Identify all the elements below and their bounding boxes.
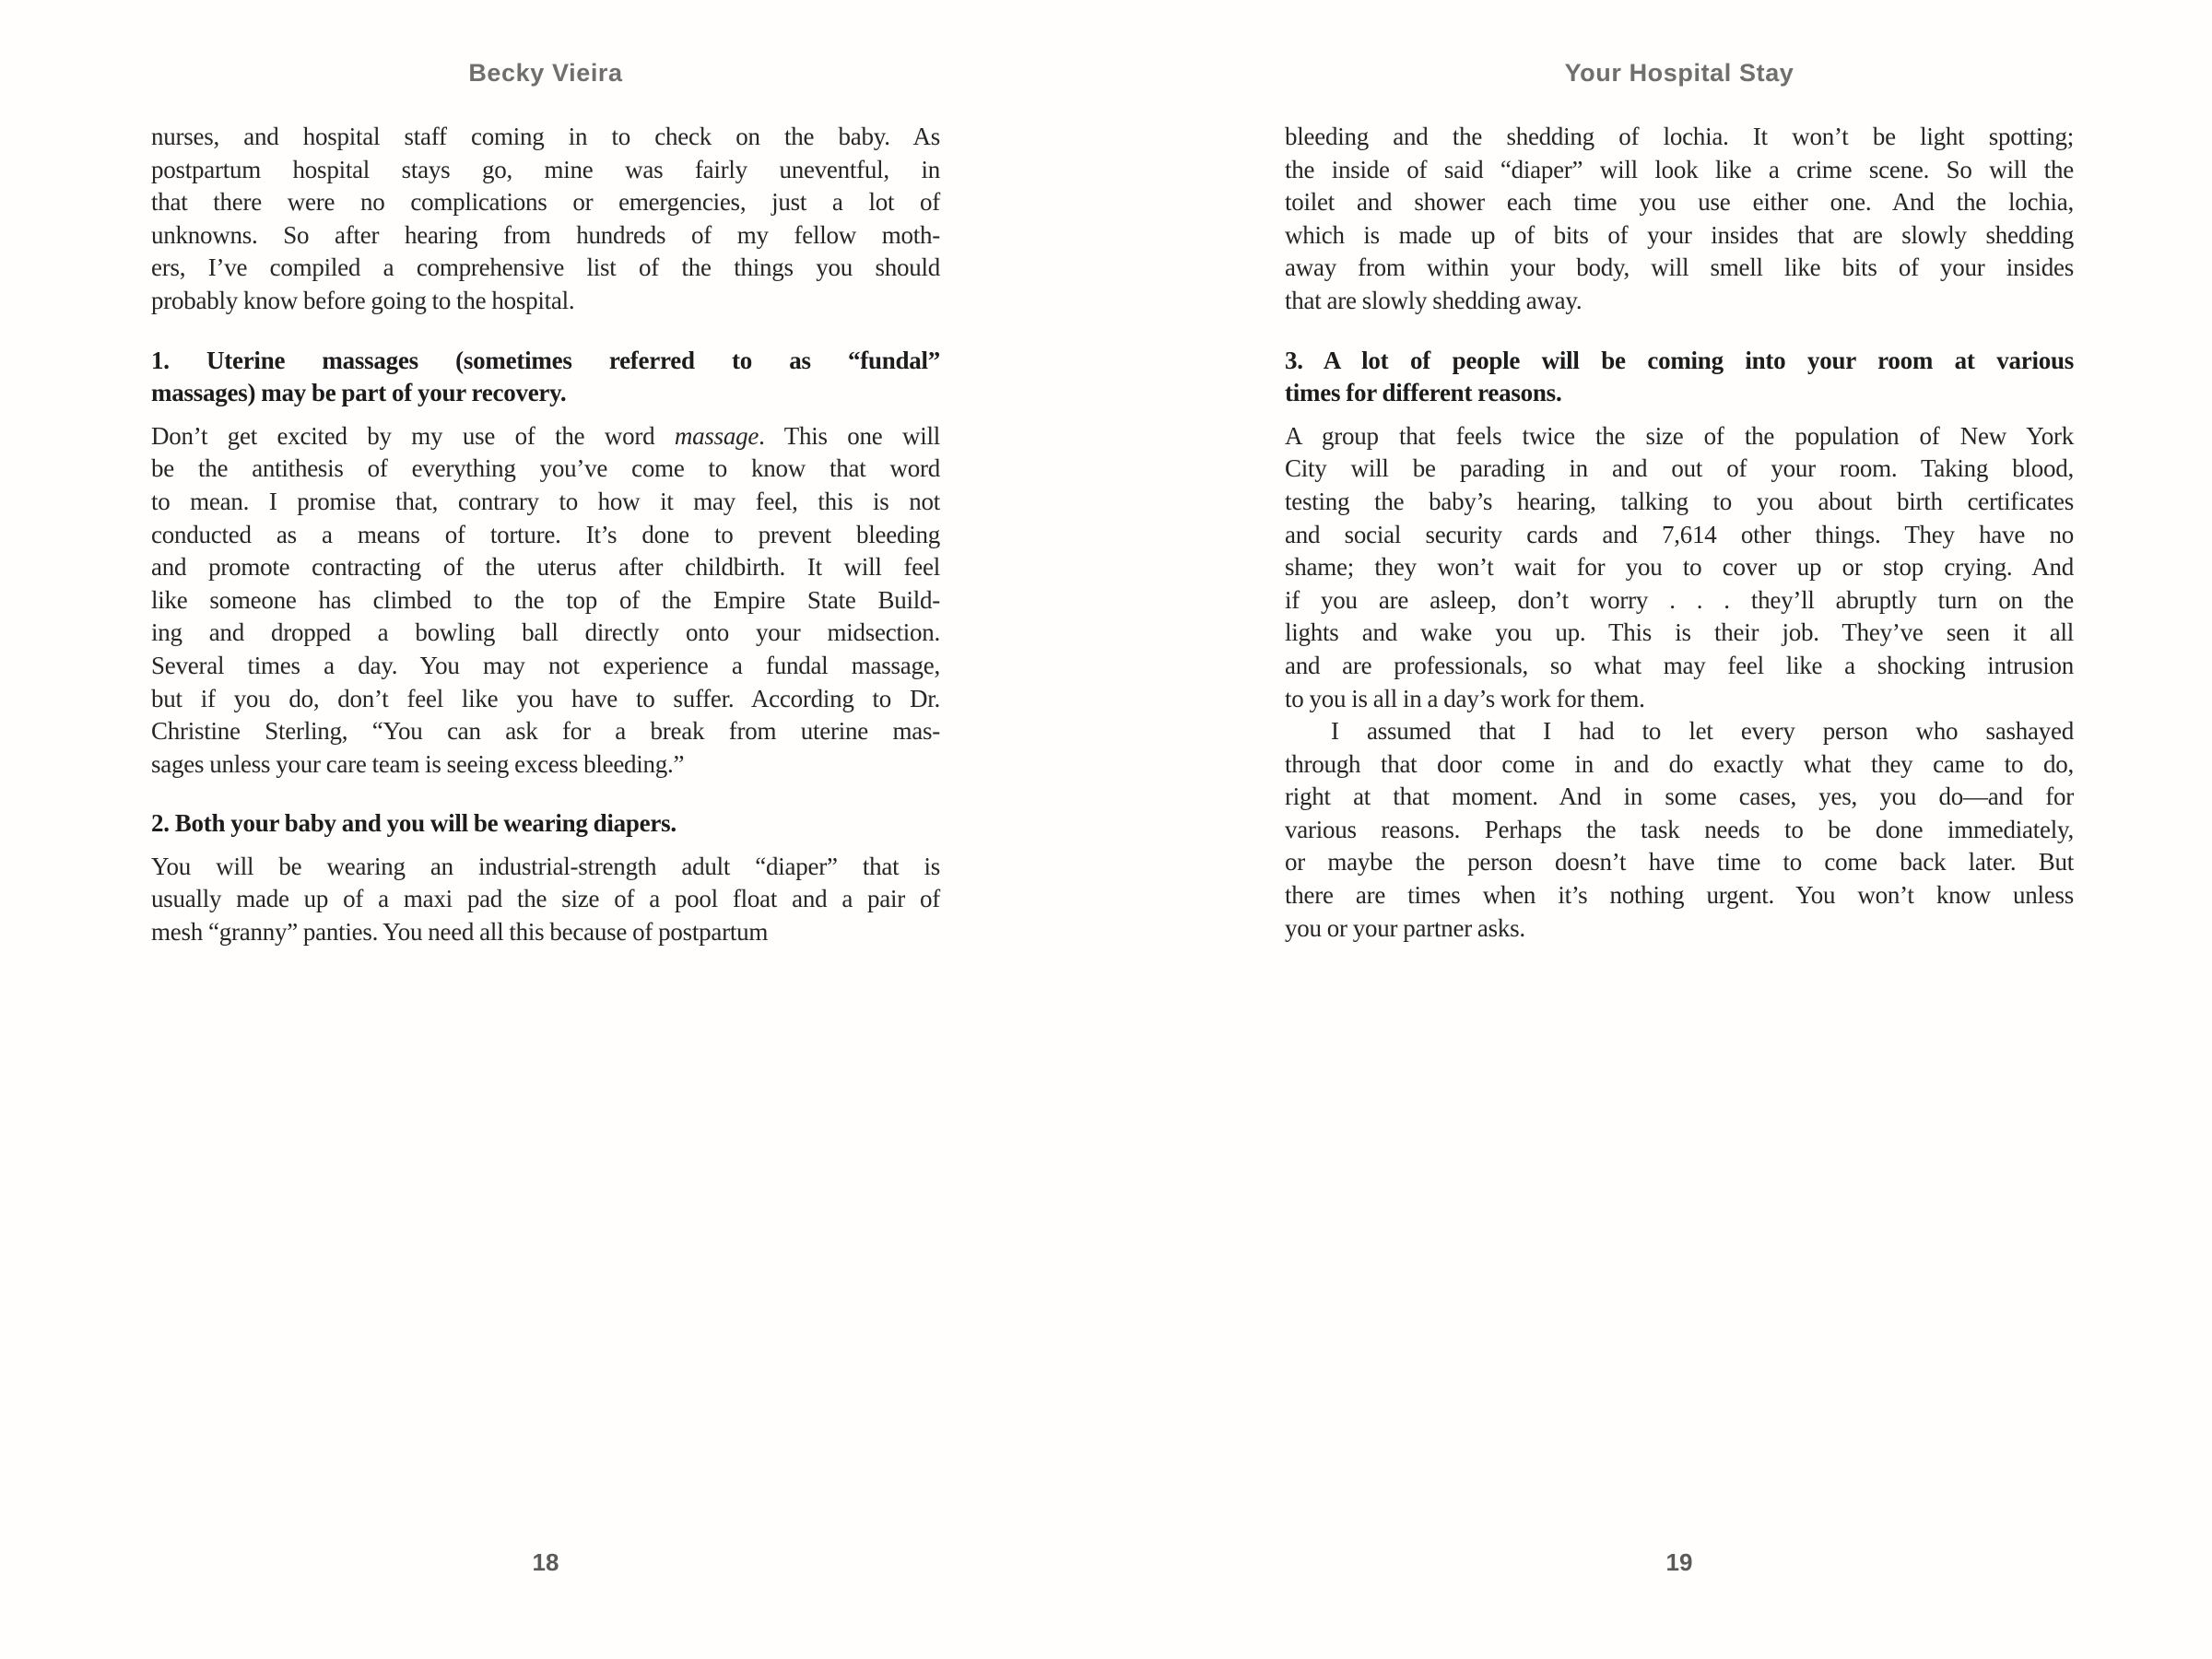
body-paragraph (151, 851, 940, 949)
body-paragraph (1285, 121, 2074, 318)
text-line: right at that moment. And in some cases, yes, you do—and for (1285, 782, 2074, 811)
text-line: if you are asleep, don’t worry . . . they’ll abruptly turn on the (1285, 585, 2074, 614)
section-heading-line: times for different reasons. (1285, 379, 1562, 407)
text-line: unknowns. So after hearing from hundreds of my fellow moth- (151, 220, 940, 249)
text-line: toilet and shower each time you use either one. And the lochia, (1285, 188, 2074, 217)
text-line: ing and dropped a bowling ball directly onto your midsection. (151, 618, 940, 647)
text-line: bleeding and the shedding of lochia. It won’t be light spotting; (1285, 123, 2074, 150)
text-line: to mean. I promise that, contrary to how it may feel, this is not (151, 487, 940, 515)
section-heading-line: massages) may be part of your recovery. (151, 379, 567, 407)
section-heading-line: 2. Both your baby and you will be wearing diapers. (151, 809, 677, 838)
text-line: testing the baby’s hearing, talking to you about birth certificates (1285, 487, 2074, 515)
left-page (151, 0, 940, 1659)
text-line: that are slowly shedding away. (1285, 286, 1583, 314)
right-page-body (1285, 121, 2074, 945)
text-line: Don’t get excited by my use of the word massage. This one will (151, 421, 940, 450)
section-heading (151, 807, 940, 841)
text-line: usually made up of a maxi pad the size of a pool float and a pair of (151, 885, 940, 913)
text-line: and social security cards and 7,614 other things. They have no (1285, 520, 2074, 548)
text-line: there are times when it’s nothing urgent. You won’t know unless (1285, 881, 2074, 910)
body-paragraph (1285, 715, 2074, 945)
text-line: through that door come in and do exactly what they came to do, (1285, 749, 2074, 778)
section-heading (1285, 345, 2074, 410)
right-page (1285, 0, 2074, 1659)
text-line: lights and wake you up. This is their job. They’ve seen it all (1285, 618, 2074, 647)
text-line: ers, I’ve compiled a comprehensive list of the things you should (151, 253, 940, 282)
text-line: I assumed that I had to let every person who sashayed (1331, 717, 2074, 746)
running-header-author: Becky Vieira (468, 59, 623, 87)
right-page-number: 19 (1665, 1548, 1693, 1576)
text-line: conducted as a means of torture. It’s done to prevent bleeding (151, 520, 940, 548)
text-line: away from within your body, will smell like bits of your insides (1285, 253, 2074, 282)
section-heading (151, 345, 940, 410)
left-page-number: 18 (532, 1548, 559, 1576)
section-heading-line: 1. Uterine massages (sometimes referred to as “fundal” (151, 346, 940, 374)
text-line: and promote contracting of the uterus after childbirth. It will feel (151, 553, 940, 582)
text-line: Several times a day. You may not experience a fundal massage, (151, 651, 940, 679)
running-header-chapter: Your Hospital Stay (1564, 59, 1794, 87)
text-line: or maybe the person doesn’t have time to come back later. But (1285, 848, 2074, 877)
text-line: you or your partner asks. (1285, 913, 1525, 942)
text-line: be the antithesis of everything you’ve come to know that word (151, 454, 940, 483)
text-line: probably know before going to the hospital. (151, 286, 575, 314)
text-line: that there were no complications or emergencies, just a lot of (151, 188, 940, 217)
text-line: nurses, and hospital staff coming in to check on the baby. As (151, 123, 940, 150)
text-line: sages unless your care team is seeing excess bleeding.” (151, 749, 685, 778)
text-line: You will be wearing an industrial-strength adult “diaper” that is (151, 852, 940, 880)
text-line: and are professionals, so what may feel like a shocking intrusion (1285, 651, 2074, 679)
text-line: which is made up of bits of your insides that are slowly shedding (1285, 220, 2074, 249)
text-line: shame; they won’t wait for you to cover up or stop crying. And (1285, 553, 2074, 582)
left-page-body (151, 121, 940, 949)
text-line: A group that feels twice the size of the population of New York (1285, 421, 2074, 450)
text-line: mesh “granny” panties. You need all this because of postpartum (151, 918, 769, 947)
text-line: various reasons. Perhaps the task needs to be done immediately, (1285, 815, 2074, 843)
section-heading-line: 3. A lot of people will be coming into your room at various (1285, 346, 2074, 374)
text-line: the inside of said “diaper” will look like a crime scene. So will the (1285, 155, 2074, 183)
body-paragraph (151, 121, 940, 318)
text-line: City will be parading in and out of your room. Taking blood, (1285, 454, 2074, 483)
body-paragraph (1285, 420, 2074, 715)
text-line: to you is all in a day’s work for them. (1285, 684, 1645, 712)
text-line: like someone has climbed to the top of the Empire State Build- (151, 585, 940, 614)
text-line: Christine Sterling, “You can ask for a break from uterine mas- (151, 717, 940, 746)
body-paragraph (151, 420, 940, 782)
text-line: but if you do, don’t feel like you have to suffer. According to Dr. (151, 684, 940, 712)
text-line: postpartum hospital stays go, mine was fairly uneventful, in (151, 155, 940, 183)
